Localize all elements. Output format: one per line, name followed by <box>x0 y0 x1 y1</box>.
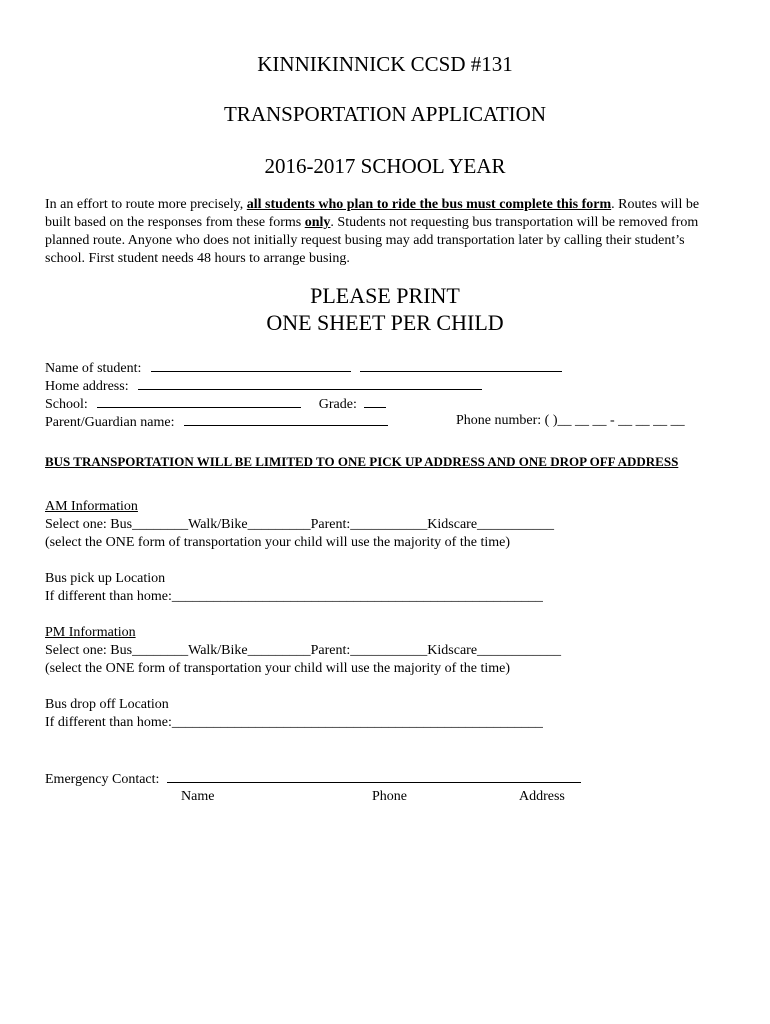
phone-number-field[interactable]: Phone number: ( )__ __ __ - __ __ __ __ <box>456 413 685 428</box>
emergency-name-caption: Name <box>181 789 215 804</box>
student-name-row <box>45 359 562 377</box>
am-pickup-label: Bus pick up Location <box>45 571 166 586</box>
please-print: PLEASE PRINT <box>310 283 460 308</box>
intro-text-2: . Routes will be built based on the responses from these forms <box>45 197 700 230</box>
home-address-row <box>45 377 482 395</box>
am-select-note: (select the ONE form of transportation your child will use the majority of the time) <box>45 535 510 550</box>
address-limit-notice: BUS TRANSPORTATION WILL BE LIMITED TO ONE PICK UP ADDRESS AND ONE DROP OFF ADDRESS <box>45 454 679 469</box>
emergency-address-caption: Address <box>519 789 565 804</box>
parent-name-input[interactable] <box>184 413 388 426</box>
intro-only: only <box>304 215 331 230</box>
school-label: School: <box>45 397 88 412</box>
school-year: 2016-2017 SCHOOL YEAR <box>264 154 506 178</box>
parent-row <box>45 413 388 431</box>
intro-text-3: . Students not requesting bus transportation will be removed from planned route. Anyone who does not initially request busing may add transportation later by calling their student’s school. First student needs 48 hours to arrange busing. <box>45 215 699 266</box>
am-pickup-location-input[interactable]: If different than home:_____________________________________________________ <box>45 589 543 604</box>
one-sheet-per-child: ONE SHEET PER CHILD <box>266 310 504 335</box>
district-title: KINNIKINNICK CCSD #131 <box>257 52 513 76</box>
am-select-options[interactable]: Select one: Bus________Walk/Bike_________Parent:___________Kidscare___________ <box>45 517 555 532</box>
school-row <box>45 395 386 413</box>
student-last-name-input[interactable] <box>360 359 562 372</box>
school-input[interactable] <box>97 395 301 408</box>
emergency-contact-input[interactable] <box>167 770 581 783</box>
parent-name-label: Parent/Guardian name: <box>45 415 175 430</box>
emergency-contact-label: Emergency Contact: <box>45 772 160 787</box>
pm-dropoff-label: Bus drop off Location <box>45 697 169 712</box>
home-address-label: Home address: <box>45 379 129 394</box>
pm-heading: PM Information <box>45 625 136 640</box>
intro-emphasis: all students who plan to ride the bus must complete this form <box>246 197 612 212</box>
home-address-input[interactable] <box>138 377 482 390</box>
pm-select-note: (select the ONE form of transportation your child will use the majority of the time) <box>45 661 510 676</box>
pm-select-options[interactable]: Select one: Bus________Walk/Bike_________Parent:___________Kidscare____________ <box>45 643 562 658</box>
grade-label: Grade: <box>318 397 357 412</box>
form-title: TRANSPORTATION APPLICATION <box>223 102 546 126</box>
student-first-name-input[interactable] <box>151 359 351 372</box>
pm-dropoff-location-input[interactable]: If different than home:_____________________________________________________ <box>45 715 543 730</box>
am-heading: AM Information <box>45 499 138 514</box>
grade-input[interactable] <box>364 395 386 408</box>
emergency-contact-row <box>45 770 581 788</box>
intro-paragraph <box>45 196 725 268</box>
intro-text-1: In an effort to route more precisely, <box>45 197 247 212</box>
emergency-phone-caption: Phone <box>372 789 407 804</box>
student-name-label: Name of student: <box>45 361 142 376</box>
